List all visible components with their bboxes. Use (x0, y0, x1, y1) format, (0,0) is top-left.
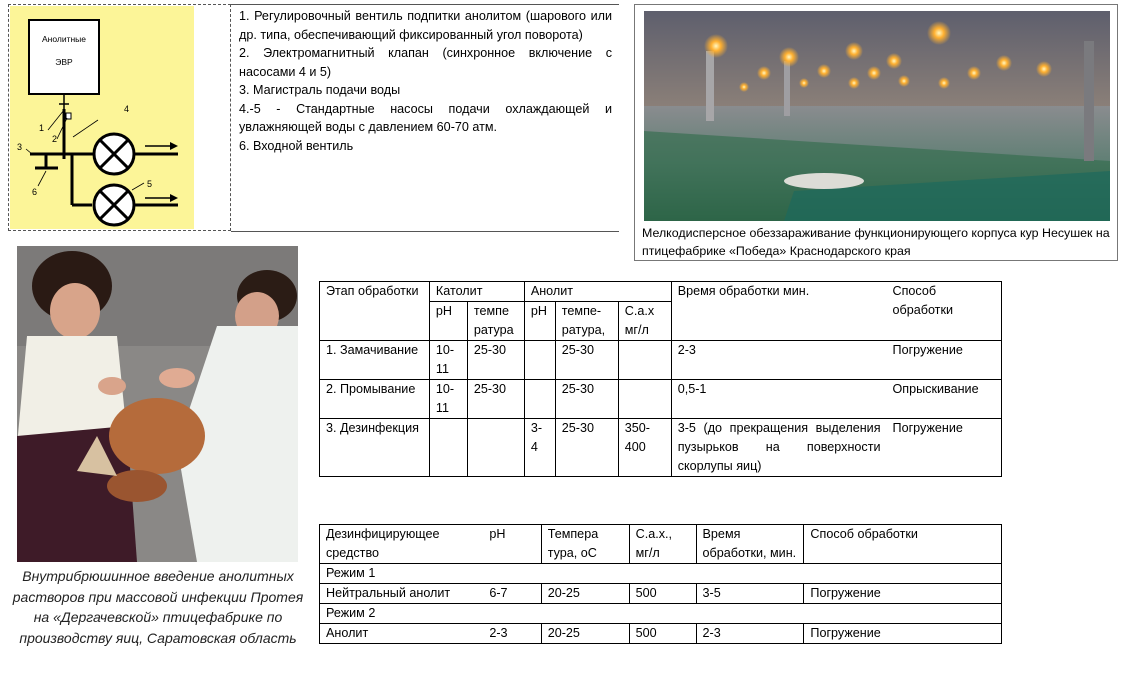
table-row (320, 380, 1002, 419)
cell-anolyte-ph: 3-4 (524, 419, 555, 477)
cell-catholyte-ph (429, 419, 467, 477)
label-2: 2 (52, 134, 58, 144)
cell-catholyte-ph: 10-11 (429, 341, 467, 380)
header-time: Время обработки мин. (671, 282, 886, 341)
cell-anolyte-temp: 25-30 (555, 419, 618, 477)
cell-stage: 1. Замачивание (320, 341, 430, 380)
cell-method: Погружение (804, 584, 1002, 604)
cell-sax: 500 (629, 624, 696, 644)
header-method: Способ обработки (804, 525, 1002, 564)
cell-catholyte-temp (467, 419, 524, 477)
cell-anolyte-sax (618, 341, 671, 380)
photo-injection-caption: Внутрибрюшинное введение анолитных растворов при массовой инфекции Протея на «Дергачевской» птицефабрике по производству яиц, Саратовская область (12, 568, 304, 646)
mode-1-label: Режим 1 (320, 564, 1002, 584)
disinfectant-table (319, 524, 1002, 644)
mode-2-label: Режим 2 (320, 604, 1002, 624)
schematic-legend (239, 7, 612, 155)
water-system-diagram (10, 6, 194, 229)
header-anolyte-sax: С.а.х мг/л (618, 302, 671, 341)
label-1: 1 (39, 123, 45, 133)
label-4: 4 (124, 104, 130, 114)
cell-method: Опрыскивание (887, 380, 1002, 419)
cell-method: Погружение (887, 419, 1002, 477)
header-anolyte: Анолит (524, 282, 671, 302)
cell-time: 0,5-1 (671, 380, 886, 419)
anolyte-unit-label: Анолитные (41, 34, 87, 44)
header-method: Способ обработки (887, 282, 1002, 341)
cell-anolyte-ph (524, 380, 555, 419)
cell-stage: 3. Дезинфекция (320, 419, 430, 477)
cell-anolyte-sax (618, 380, 671, 419)
legend-item-5: 6. Входной вентиль (239, 138, 354, 153)
legend-item-4: 4.-5 - Стандартные насосы подачи охлаждающей и увлажняющей воды с давлением 60-70 атм. (239, 101, 612, 134)
header-agent: Дезинфицирующее средство (320, 525, 484, 564)
cell-method: Погружение (804, 624, 1002, 644)
header-stage: Этап обработки (320, 282, 430, 341)
header-anolyte-ph: pH (524, 302, 555, 341)
header-ph: pH (483, 525, 541, 564)
header-sax: С.а.х., мг/л (629, 525, 696, 564)
anolyte-unit-sublabel: ЭВР (55, 57, 73, 67)
schematic-panel (10, 6, 194, 229)
egg-treatment-table (319, 281, 1002, 477)
header-time: Время обработки, мин. (696, 525, 804, 564)
cell-stage: 2. Промывание (320, 380, 430, 419)
cell-ph: 2-3 (483, 624, 541, 644)
label-5: 5 (147, 179, 153, 189)
cell-temp: 20-25 (541, 624, 629, 644)
header-catholyte: Католит (429, 282, 524, 302)
label-3: 3 (17, 142, 23, 152)
cell-method: Погружение (887, 341, 1002, 380)
cell-sax: 500 (629, 584, 696, 604)
label-6: 6 (32, 187, 38, 197)
cell-agent: Анолит (320, 624, 484, 644)
legend-item-3: 3. Магистраль подачи воды (239, 83, 401, 97)
legend-item-1: 1. Регулировочный вентиль подпитки анолитом (шарового или др. типа, обеспечивающий фиксированный угол поворота) (239, 9, 612, 42)
cell-catholyte-ph: 10-11 (429, 380, 467, 419)
header-temp: Темпера тура, оС (541, 525, 629, 564)
cell-time: 3-5 (до прекращения выделения пузырьков на поверхности скорлупы яиц) (671, 419, 886, 477)
legend-top-rule (231, 4, 619, 5)
table-row (320, 419, 1002, 477)
cell-temp: 20-25 (541, 584, 629, 604)
legend-item-2: 2. Электромагнитный клапан (синхронное включение с насосами 4 и 5) (239, 46, 612, 79)
cell-time: 3-5 (696, 584, 804, 604)
cell-catholyte-temp: 25-30 (467, 341, 524, 380)
cell-anolyte-temp: 25-30 (555, 380, 618, 419)
table-row (320, 341, 1002, 380)
cell-catholyte-temp: 25-30 (467, 380, 524, 419)
cell-anolyte-temp: 25-30 (555, 341, 618, 380)
header-catholyte-temp: темпе ратура (467, 302, 524, 341)
cell-ph: 6-7 (483, 584, 541, 604)
cell-anolyte-sax: 350-400 (618, 419, 671, 477)
header-catholyte-ph: pH (429, 302, 467, 341)
photo-injection (17, 246, 298, 562)
cell-anolyte-ph (524, 341, 555, 380)
table-row (320, 584, 1002, 604)
photo-poultry-house-caption: Мелкодисперсное обеззараживание функционирующего корпуса кур Несушек на птицефабрике «Победа» Краснодарского края (642, 226, 1110, 258)
cell-time: 2-3 (671, 341, 886, 380)
photo-poultry-house (644, 11, 1110, 221)
cell-time: 2-3 (696, 624, 804, 644)
cell-agent: Нейтральный анолит (320, 584, 484, 604)
table-row (320, 624, 1002, 644)
header-anolyte-temp: темпе-ратура, (555, 302, 618, 341)
legend-bottom-rule (231, 231, 619, 232)
